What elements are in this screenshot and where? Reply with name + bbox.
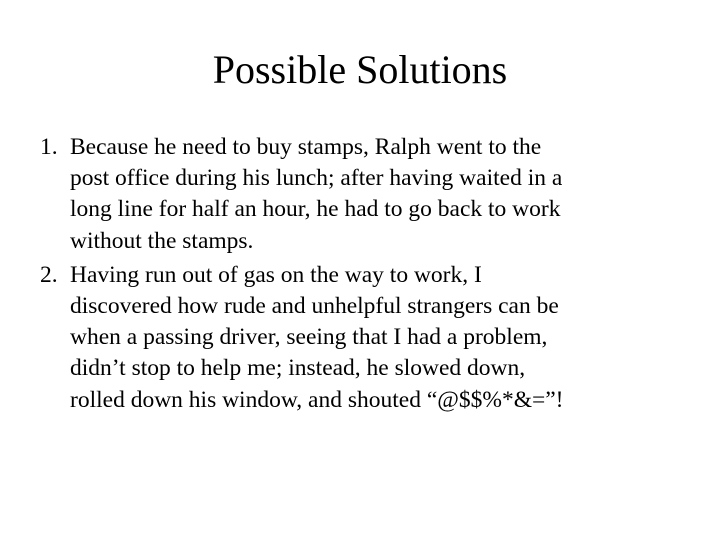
list-item-line: rolled down his window, and shouted “@$$%*&=”! [70, 386, 564, 413]
list-item-line: long line for half an hour, he had to go back to work [70, 196, 561, 223]
list-item-text [70, 260, 700, 416]
list-item-line: post office during his lunch; after having waited in a [70, 165, 563, 192]
list-item-text [70, 132, 700, 257]
list-item-number: 1. [40, 134, 58, 160]
list-item-line: didn’t stop to help me; instead, he slowed down, [70, 355, 526, 382]
slide-title: Possible Solutions [212, 47, 508, 92]
solutions-list [40, 132, 700, 419]
list-item-line: Because he need to buy stamps, Ralph went to the [70, 134, 542, 160]
list-item-1 [40, 132, 700, 257]
list-item-number: 2. [40, 261, 58, 288]
list-item-line: without the stamps. [70, 227, 254, 254]
list-item-2 [40, 260, 700, 416]
list-item-line: when a passing driver, seeing that I had a problem, [70, 324, 548, 351]
list-item-line: Having run out of gas on the way to work, I [70, 261, 482, 288]
list-item-line: discovered how rude and unhelpful strangers can be [70, 293, 559, 320]
